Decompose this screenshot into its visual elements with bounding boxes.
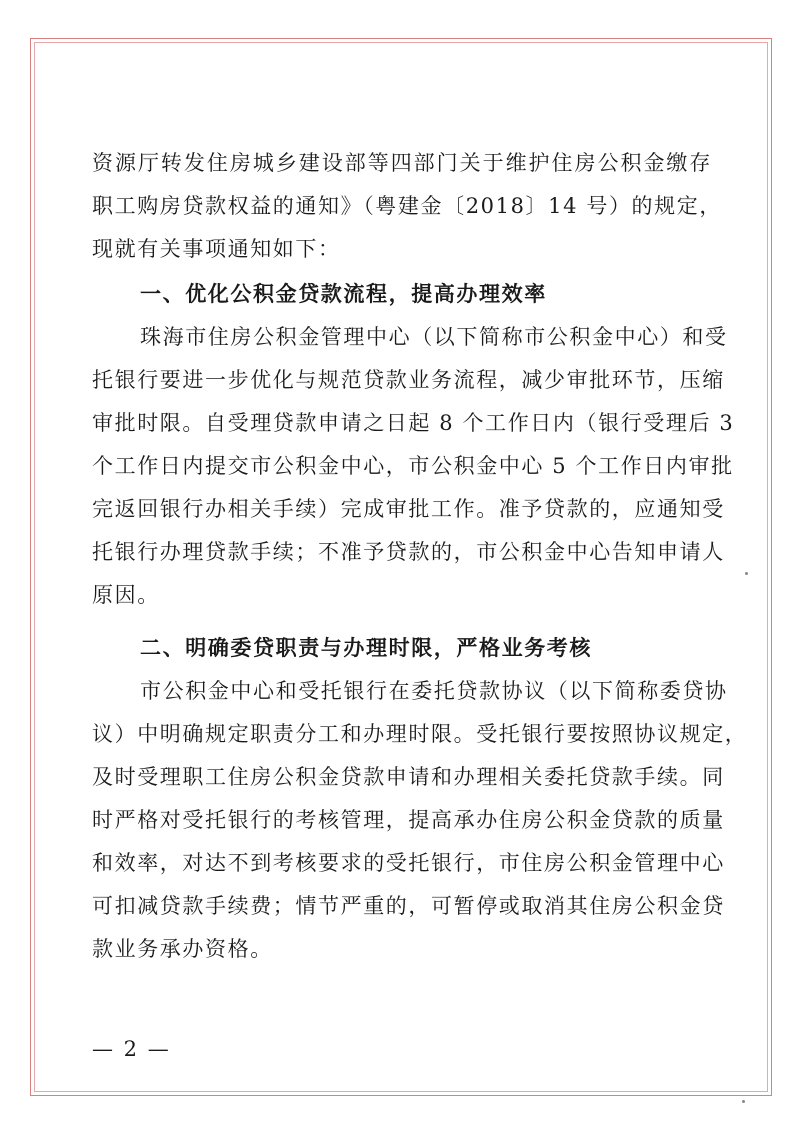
page-number: — 2 — [92,1037,171,1061]
section-2-heading: 二、明确委贷职责与办理时限，严格业务考核 [140,635,592,660]
intro-line: 资源厅转发住房城乡建设部等四部门关于维护住房公积金缴存 [92,151,712,175]
section-2-line: 和效率，对达不到考核要求的受托银行，市住房公积金管理中心 [92,851,725,875]
section-2-line: 及时受理职工住房公积金贷款申请和办理相关委托贷款手续。同 [92,765,725,789]
section-1-line: 原因。 [92,583,160,607]
section-1-line: 审批时限。自受理贷款申请之日起 8 个工作日内（银行受理后 3 [92,411,735,435]
scan-speck [745,572,748,575]
section-2-line: 款业务承办资格。 [92,937,273,961]
section-1-heading: 一、优化公积金贷款流程，提高办理效率 [140,281,547,306]
intro-line: 职工购房贷款权益的通知》（粤建金〔2018〕14 号）的规定， [92,194,722,218]
section-1-line: 个工作日内提交市公积金中心，市公积金中心 5 个工作日内审批 [92,454,734,478]
intro-line: 现就有关事项通知如下： [92,237,341,261]
section-2-line: 市公积金中心和受托银行在委托贷款协议（以下简称委贷协 [140,679,728,703]
section-1-line: 珠海市住房公积金管理中心（以下简称市公积金中心）和受 [140,325,728,349]
section-1-line: 托银行要进一步优化与规范贷款业务流程，减少审批环节，压缩 [92,368,725,392]
section-1-line: 完返回银行办相关手续）完成审批工作。准予贷款的，应通知受 [92,497,725,521]
section-2-line: 可扣减贷款手续费；情节严重的，可暂停或取消其住房公积金贷 [92,894,725,918]
section-1-line: 托银行办理贷款手续；不准予贷款的，市公积金中心告知申请人 [92,540,725,564]
section-2-line: 议）中明确规定职责分工和办理时限。受托银行要按照协议规定， [92,722,748,746]
section-2-line: 时严格对受托银行的考核管理，提高承办住房公积金贷款的质量 [92,808,725,832]
scan-speck [742,1100,745,1103]
